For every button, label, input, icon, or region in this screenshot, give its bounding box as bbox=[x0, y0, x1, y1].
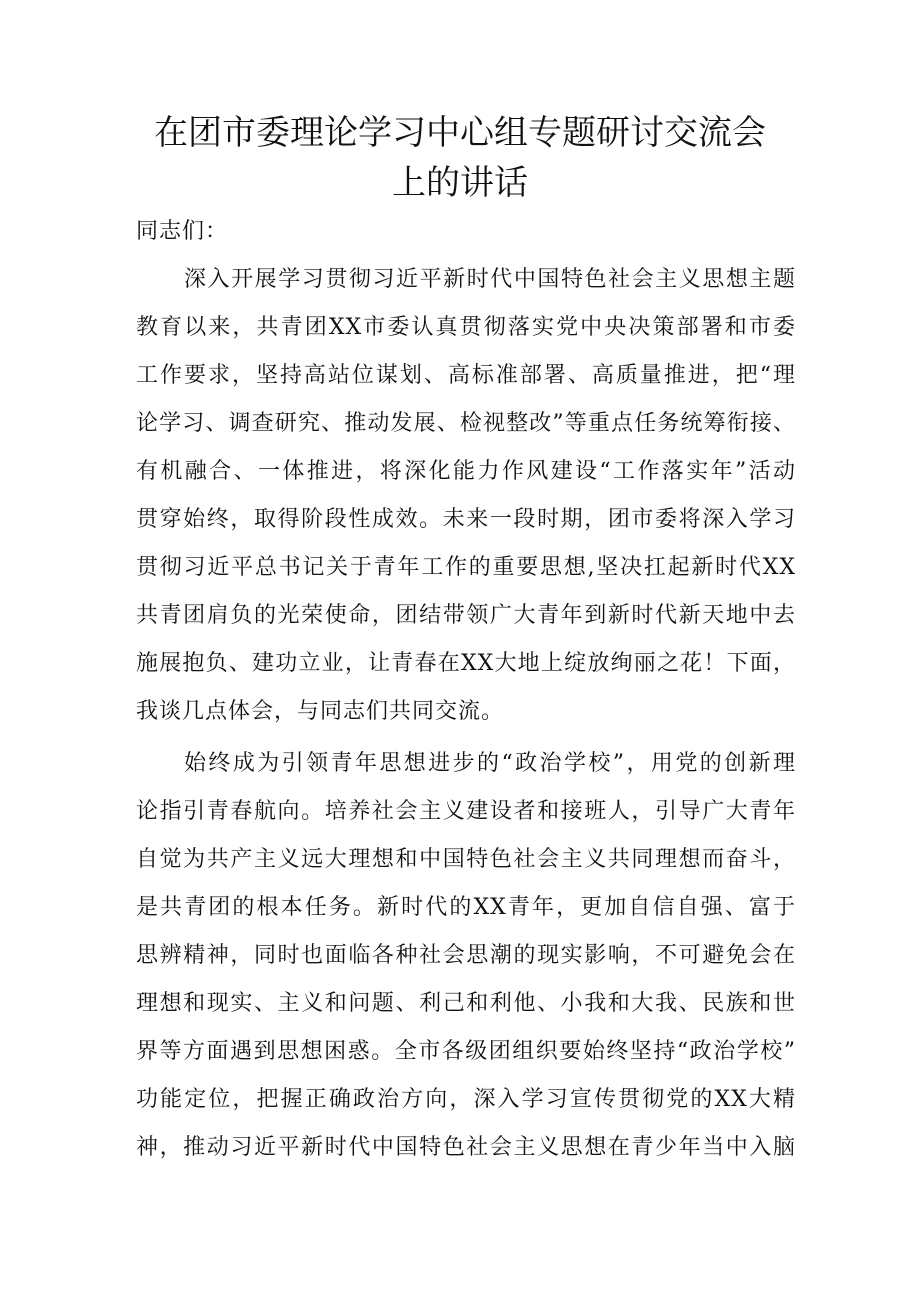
document-title-line-2: 上的讲话 bbox=[392, 163, 528, 203]
paragraph-line: 论指引青春航向。培养社会主义建设者和接班人，引导广大青年 bbox=[136, 799, 796, 824]
document-title-line-1: 在团市委理论学习中心组专题研讨交流会 bbox=[154, 113, 766, 153]
paragraph-line: 贯彻习近平总书记关于青年工作的重要思想,坚决扛起新时代XX bbox=[136, 555, 796, 580]
paragraph-line: 施展抱负、建功立业，让青春在XX大地上绽放绚丽之花！下面， bbox=[136, 651, 796, 676]
paragraph-line: 神，推动习近平新时代中国特色社会主义思想在青少年当中入脑 bbox=[136, 1135, 796, 1160]
paragraph-line: 理想和现实、主义和问题、利己和利他、小我和大我、民族和世 bbox=[136, 991, 796, 1016]
paragraph-line: 共青团肩负的光荣使命，团结带领广大青年到新时代新天地中去 bbox=[136, 603, 796, 628]
paragraph-line: 界等方面遇到思想困惑。全市各级团组织要始终坚持“政治学校” bbox=[136, 1039, 796, 1064]
paragraph-line: 论学习、调查研究、推动发展、检视整改”等重点任务统筹衔接、 bbox=[136, 411, 796, 436]
paragraph-line: 功能定位，把握正确政治方向，深入学习宣传贯彻党的XX大精 bbox=[136, 1087, 796, 1112]
paragraph-line: 工作要求，坚持高站位谋划、高标准部署、高质量推进，把“理 bbox=[136, 363, 796, 388]
paragraph-line: 教育以来，共青团XX市委认真贯彻落实党中央决策部署和市委 bbox=[136, 315, 796, 340]
paragraph-line: 始终成为引领青年思想进步的“政治学校”，用党的创新理 bbox=[184, 751, 796, 776]
paragraph-line: 我谈几点体会，与同志们共同交流。 bbox=[136, 699, 505, 724]
paragraph-line: 自觉为共产主义远大理想和中国特色社会主义共同理想而奋斗， bbox=[136, 847, 796, 872]
paragraph-line: 贯穿始终，取得阶段性成效。未来一段时期，团市委将深入学习 bbox=[136, 507, 796, 532]
paragraph-line: 有机融合、一体推进，将深化能力作风建设“工作落实年”活动 bbox=[136, 459, 796, 484]
paragraph-line: 是共青团的根本任务。新时代的XX青年，更加自信自强、富于 bbox=[136, 895, 796, 920]
paragraph-line: 深入开展学习贯彻习近平新时代中国特色社会主义思想主题 bbox=[184, 267, 796, 292]
paragraph-line: 思辨精神，同时也面临各种社会思潮的现实影响，不可避免会在 bbox=[136, 943, 796, 968]
salutation: 同志们： bbox=[136, 219, 229, 244]
